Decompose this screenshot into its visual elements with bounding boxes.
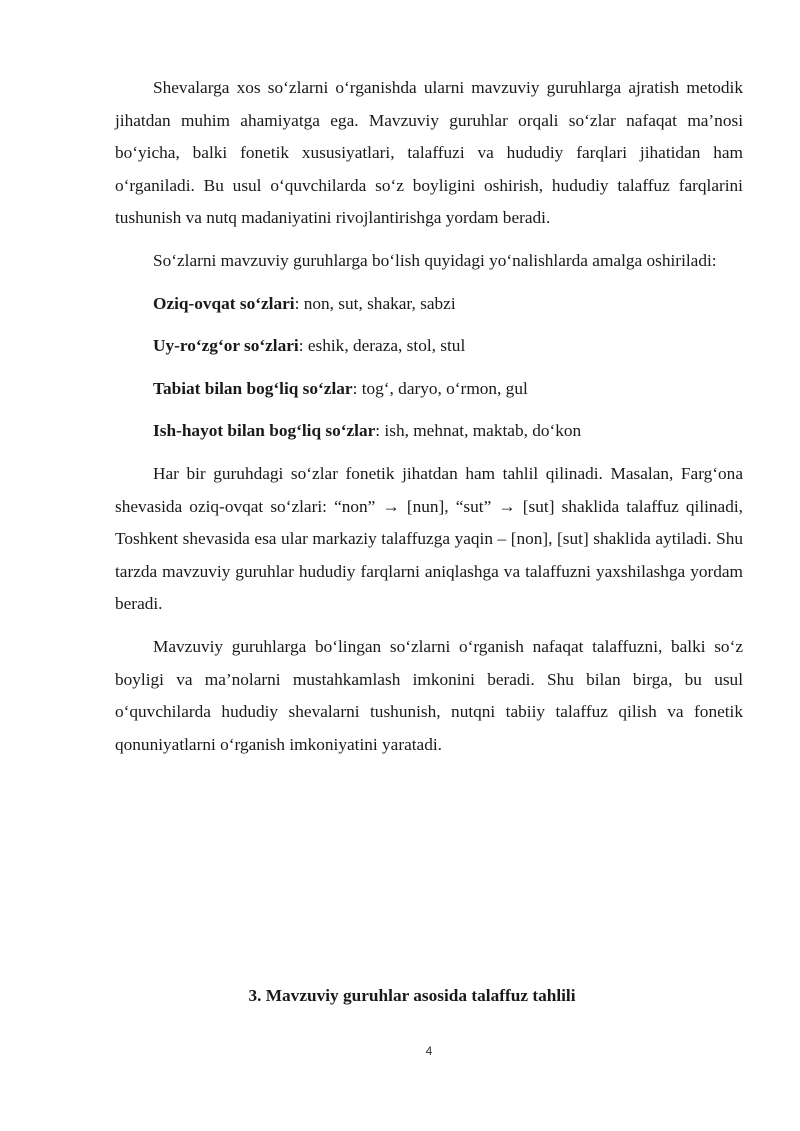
group-item-work-life [115, 415, 743, 448]
group-item-food [115, 288, 743, 321]
group-item-nature [115, 373, 743, 406]
group-term: Ish-hayot bilan bog‘liq so‘zlar [153, 421, 376, 441]
paragraph-intro: Shevalarga xos so‘zlarni o‘rganishda ularni mavzuviy guruhlarga ajratish metodik jihatdan muhim ahamiyatga ega. Mavzuviy guruhlar orqali so‘zlar nafaqat ma’nosi bo‘yicha, balki fonetik xususiyatlari, talaffuzi va hududiy farqlari jihatidan ham o‘rganiladi. Bu usul o‘quvchilarda so‘z boyligini oshirish, hududiy talaffuz farqlarini tushunish va nutq madaniyatini rivojlantirishga yordam beradi. [115, 78, 743, 228]
page-number: 4 [425, 1044, 433, 1058]
paragraph-phonetic-analysis: Har bir guruhdagi so‘zlar fonetik jihatdan ham tahlil qilinadi. Masalan, Farg‘ona shevasida oziq-ovqat so‘zlari: “non” → [nun], “sut” → [sut] shaklida talaffuz qilinadi, Toshkent shevasida esa ular markaziy talaffuzga yaqin – [non], [sut] shaklida aytiladi. Shu tarzda mavzuviy guruhlar hududiy farqlarni aniqlashga va talaffuzni yaxshilashga yordam beradi. [115, 463, 743, 614]
paragraph-list-lead: So‘zlarni mavzuviy guruhlarga bo‘lish quyidagi yo‘nalishlarda amalga oshiriladi: [153, 250, 717, 270]
body-text [115, 72, 743, 771]
group-examples: : ish, mehnat, maktab, do‘kon [375, 421, 582, 441]
group-term: Oziq-ovqat so‘zlari [153, 293, 295, 313]
section-heading: 3. Mavzuviy guruhlar asosida talaffuz tahlili [248, 986, 576, 1005]
group-term: Uy-ro‘zg‘or so‘zlari [153, 336, 299, 356]
group-item-household [115, 330, 743, 363]
group-examples: : non, sut, shakar, sabzi [294, 293, 456, 313]
group-term: Tabiat bilan bog‘liq so‘zlar [153, 378, 353, 398]
paragraph-conclusion: Mavzuviy guruhlarga bo‘lingan so‘zlarni o‘rganish nafaqat talaffuzni, balki so‘z boyligi va ma’nolarni mustahkamlash imkonini beradi. Shu bilan birga, bu usul o‘quvchilarda hududiy shevalarni tushunish, nutqni tabiiy talaffuz qilish va fonetik qonuniyatlarni o‘rganish imkoniyatini yaratadi. [115, 636, 743, 754]
group-examples: : tog‘, daryo, o‘rmon, gul [352, 378, 528, 398]
group-examples: : eshik, deraza, stol, stul [298, 336, 466, 356]
